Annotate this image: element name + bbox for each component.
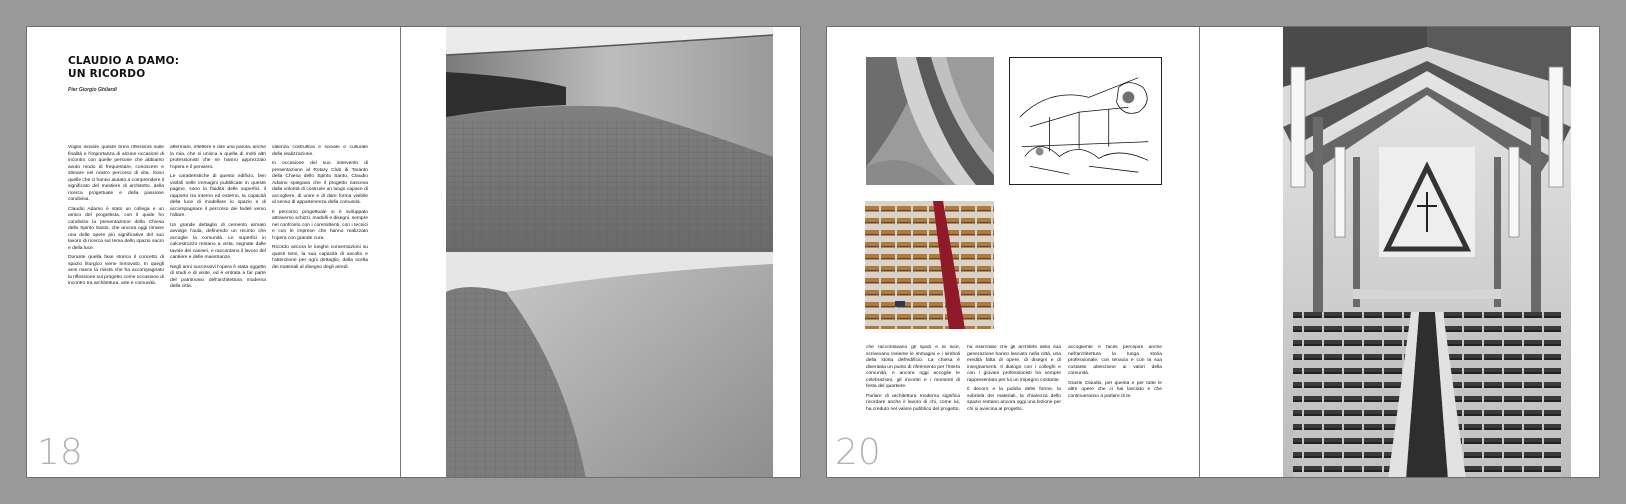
- page-20: [827, 27, 1199, 477]
- text-column-2: [967, 345, 1061, 416]
- text-column-2: [170, 145, 266, 294]
- paragraph: Il decoro e la pulizia delle forme, la sobrietà dei materiali, la chiarezza dello spazio restano ancora oggi una lezione per chi si avvicina al progetto.: [967, 387, 1061, 412]
- paragraph: Le caratteristiche di questo edificio, ben visibili nelle immagini pubblicate in queste pagine, sono la fluidità delle superfici, il rapporto tra interno ed esterno, la capacità della luce di modellare lo spazio e di accompagnare il percorso dei fedeli verso l'altare.: [170, 174, 266, 218]
- paragraph: Grazie Claudio, per questa e per tutte le altre opere che ci hai lasciato e che continueranno a parlare di te.: [1068, 380, 1162, 399]
- church-exterior-wall-detail-photo: [446, 252, 773, 477]
- text-column-1: [68, 145, 164, 291]
- architectural-sketch-drawing: [1009, 57, 1162, 185]
- paragraph: affermare, riflettere e dire una parola, anche la mia, che si unisca a quella di molti altri professionisti che ne hanno apprezzato l'opera e il pensiero.: [170, 145, 266, 170]
- paragraph: accogliente e faceli percepire anche nell'architettura la lunga storia professionale, con tenacia e con la sua costante attenzione ai valori della comunità.: [1068, 345, 1162, 376]
- paragraph: Il percorso progettuale si è sviluppato attraverso schizzi, modelli e disegni, sempre nel confronto con i committenti, con i tecnici e con le imprese che hanno realizzato l'opera con grande cura.: [272, 209, 368, 241]
- page-number: 20: [835, 432, 881, 473]
- paragraph: Claudio Adamo è stato un collega e un amico del progettista, con il quale ho condiviso la presentazione della Chiesa dello Spirito Santo, che ancora oggi rimane una delle opere più significative del suo lavoro di ricerca sul tema dello spazio sacro e della luce.: [68, 206, 164, 251]
- article-title: [68, 55, 179, 81]
- page-21: [1200, 27, 1601, 477]
- paragraph: Durante quella fase storica il concetto di spazio liturgico viene rinnovato. In quegli anni nasce la rivista che ha accompagnato la riflessione sul progetto come occasione di incontro tra architettura, arte e comunità.: [68, 255, 164, 286]
- paragraph: valenza costruttiva e sociale e culturale della realizzazione.: [272, 145, 368, 157]
- paragraph: Parlare di architettura moderna significa ricordare anche il lavoro di chi, come lui, ha creduto nel valore pubblico del progetto.: [866, 393, 960, 412]
- paragraph: ha esercitato che gli architetti della sua generazione hanno lasciato nella città, una eredità fatta di opere, di disegni e di insegnamenti. Il dialogo con i colleghi e con i giovani professionisti ha sempre rappresentato per lui un impegno costante.: [967, 345, 1061, 383]
- paragraph: Negli anni successivi l'opera è stata oggetto di studi e di visite, ed è entrata a far parte del patrimonio dell'architettura moderna della città.: [170, 264, 266, 289]
- right-spread: [826, 26, 1600, 478]
- text-column-3: [272, 145, 368, 274]
- paragraph: Un grande dettaglio di cemento armato avvolge l'aula, definendo un recinto che accoglie la comunità. Le superfici in calcestruzzo restano a vista, segnate dalle tavole dei casseri, e raccontano il lavoro del cantiere e delle maestranze.: [170, 222, 266, 260]
- article-title-line-2: UN RICORDO: [68, 68, 146, 80]
- staircase-detail-photo: [866, 57, 994, 185]
- paragraph: Ricordo ancora le lunghe conversazioni su questi temi, la sua capacità di ascolto e l'attenzione per ogni dettaglio, dalla scelta dei materiali al disegno degli arredi.: [272, 245, 368, 270]
- text-column-1: [866, 345, 960, 416]
- church-exterior-curved-wall-photo: [446, 27, 773, 252]
- article-title-line-1: CLAUDIO A DAMO:: [68, 55, 180, 67]
- church-pews-aisle-photo: [865, 201, 994, 329]
- text-column-3: [1068, 345, 1162, 403]
- paragraph: Voglio iniziare queste brevi riflessioni sulle finalità e l'importanza di alcune occasioni di incontro con quelle persone che abbiamo avuto modo di frequentare, conoscere e stimare nel nostro percorso di vita. Sono quelle che ci hanno aiutato a comprendere il significato del mestiere di architetto, della ricerca progettuale e della passione condivisa.: [68, 145, 164, 202]
- page-18: [27, 27, 400, 477]
- church-interior-nave-photo: [1283, 27, 1571, 477]
- article-byline: Pier Giorgio Ghilardi: [68, 87, 117, 93]
- paragraph: In occasione del suo intervento di presentazione al Rotary Club di Taranto della Chiesa dello Spirito Santo, Claudio Adamo spiegava che il progetto nasceva dalla volontà di costruire un luogo capace di accogliere, di unire e di dare forma visibile al senso di appartenenza della comunità.: [272, 161, 368, 205]
- paragraph: che raccontavano gli spazi e la luce, scrivevano insieme le immagini e i simboli della storia dell'edificio. La chiesa è diventata un punto di riferimento per l'intera comunità, e ancora oggi accoglie le celebrazioni, gli incontri e i momenti di festa del quartiere.: [866, 345, 960, 389]
- page-19: [401, 27, 802, 477]
- left-spread: [26, 26, 801, 478]
- page-number: 18: [37, 432, 83, 473]
